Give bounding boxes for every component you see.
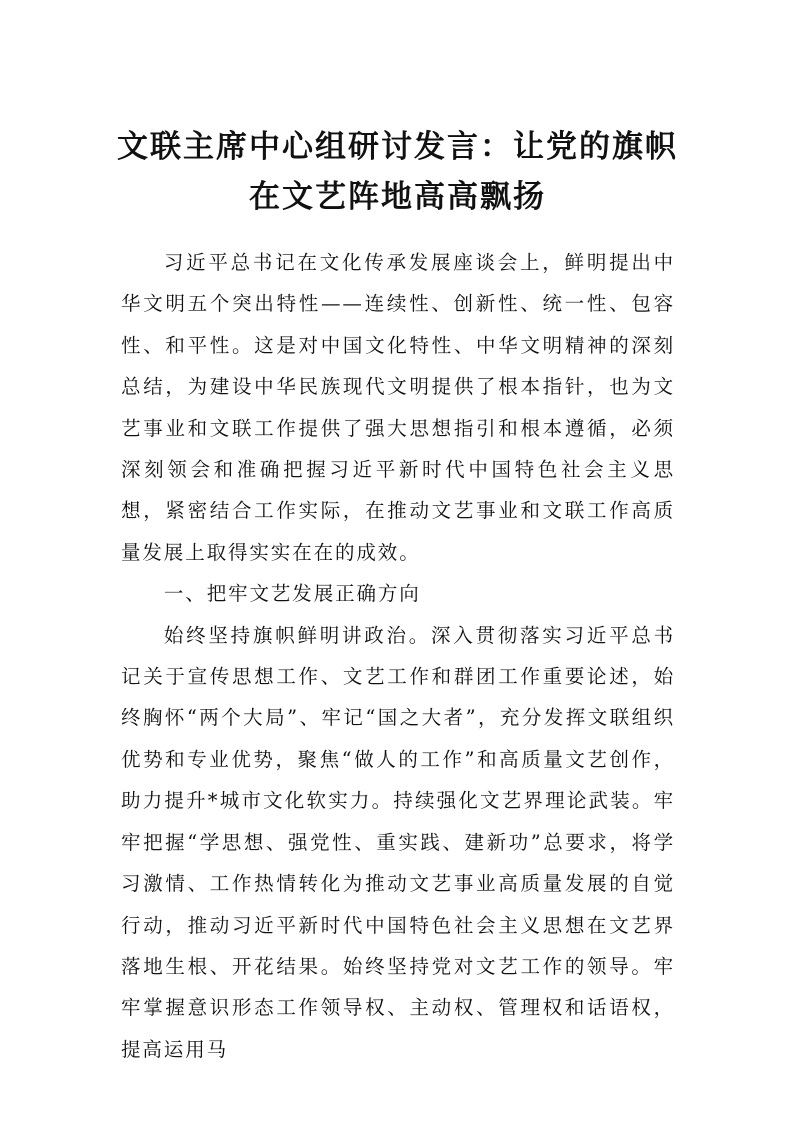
body-paragraph: 始终坚持旗帜鲜明讲政治。深入贯彻落实习近平总书记关于宣传思想工作、文艺工作和群团工作重要论述，始终胸怀“两个大局”、牢记“国之大者”，充分发挥文联组织优势和专业优势，聚焦“做人的工作”和高质量文艺创作，助力提升*城市文化软实力。持续强化文艺界理论武装。牢牢把握“学思想、强党性、重实践、建新功”总要求，将学习激情、工作热情转化为推动文艺事业高质量发展的自觉行动，推动习近平新时代中国特色社会主义思想在文艺界落地生根、开花结果。始终坚持党对文艺工作的领导。牢牢掌握意识形态工作领导权、主动权、管理权和话语权，提高运用马 — [121, 623, 675, 1061]
document-body — [121, 242, 675, 1070]
intro-paragraph: 习近平总书记在文化传承发展座谈会上，鲜明提出中华文明五个突出特性——连续性、创新性、统一性、包容性、和平性。这是对中国文化特性、中华文明精神的深刻总结，为建设中华民族现代文明提供了根本指针，也为文艺事业和文联工作提供了强大思想指引和根本遵循，必须深刻领会和准确把握习近平新时代中国特色社会主义思想，紧密结合工作实际，在推动文艺事业和文联工作高质量发展上取得实实在在的成效。 — [121, 251, 675, 564]
document-title: 文联主席中心组研讨发言：让党的旗帜在文艺阵地高高飘扬 — [117, 129, 678, 215]
section-heading: 一、把牢文艺发展正确方向 — [163, 582, 421, 606]
